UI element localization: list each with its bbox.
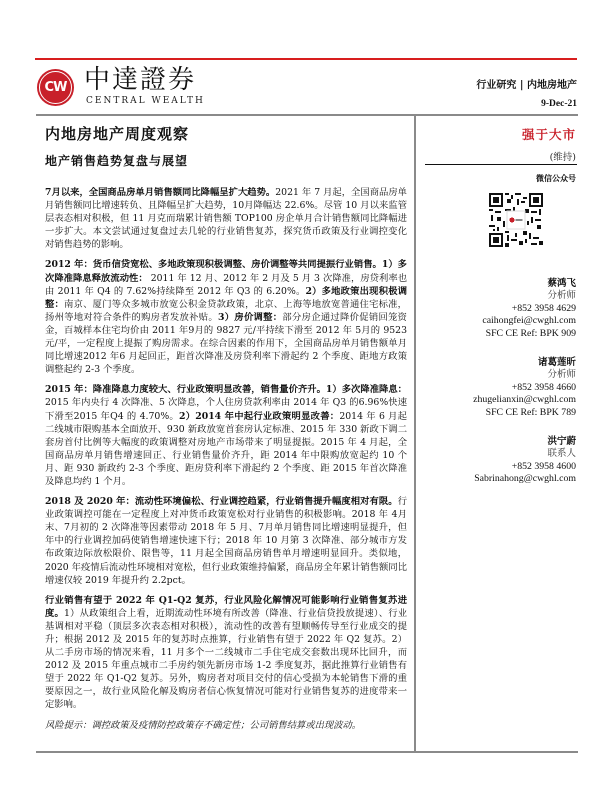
analyst-name: 洪宁蔚 (547, 436, 576, 448)
analyst-card (416, 436, 576, 486)
point-heading: 2）2014 年中起行业政策明显改善： (178, 410, 340, 422)
analyst-sfc-ref: SFC CE Ref: BPK 789 (485, 406, 576, 418)
report-category: 行业研究 | 内地房地产 (476, 80, 577, 91)
page-subtitle: 地产销售趋势复盘与展望 (45, 154, 189, 168)
report-date: 9-Dec-21 (541, 99, 577, 109)
analyst-name: 蔡鸿飞 (547, 278, 576, 289)
paragraph-2012 (45, 258, 407, 376)
analyst-card (416, 278, 576, 340)
paragraph-lead: 行业销售有望于 2022 年 Q1-Q2 复苏，行业风险化解情况可能影响行业销售复苏进度。 (45, 594, 407, 619)
report-body (45, 186, 407, 739)
point-heading: 2）多地政策出现积极调整： (45, 285, 407, 310)
paragraph-text: 1）从政策组合上看，近期流动性环境有所改善（降准、行业信贷投放提速）、行业基调相对平稳（顶层多次表态相对积极），流动性的改善有望顺畅传导至行业成交的提升；根据 2012 及 2015 年的复苏时点推算，行业销售有望于 2022 年 Q2 复苏。2）从二手房市场的情况来看，11 月多个一二线城市二手住宅成交套数出现环比回升，而 2012 及 2015 年重点城市二手房约领先新房市场 1-2 季度复苏，据此推算行业销售有望于 2022 年 Q1-Q2 复苏。另外，购房者对项目交付的信心受损为本轮销售下滑的重要原因之一，故行业风险化解及购房者信心恢复情况可能对行业销售复苏的进度带来一定影响。 (45, 607, 407, 711)
analyst-card (416, 357, 576, 419)
analyst-phone: +852 3958 4660 (511, 381, 576, 393)
logo-chinese-name: 中達證券 (84, 65, 197, 95)
paragraph-lead: 7月以来，全国商品房单月销售额同比降幅呈扩大趋势。 (45, 187, 276, 198)
analyst-email[interactable]: Sabrinahong@cwghl.com (474, 473, 576, 485)
analyst-role: 联系人 (547, 448, 576, 460)
point-heading: 3）房价调整： (217, 311, 283, 323)
analyst-role: 分析师 (547, 369, 576, 381)
paragraph-lead: 2018 及 2020 年：流动性环境偏松、行业调控趋紧，行业销售提升幅度相对有限。 (45, 496, 398, 508)
analyst-email[interactable]: zhugelianxin@cwghl.com (473, 394, 576, 406)
header-gray-rule (36, 114, 578, 116)
rating-label: 强于大市 (521, 127, 576, 142)
page-title: 内地房地产周度观察 (45, 125, 190, 143)
logo-english-name: CENTRAL WEALTH (86, 96, 205, 106)
risk-warning: 风险提示：调控政策及疫情防控政策存不确定性；公司销售结算或出现波动。 (45, 719, 362, 731)
paragraph-lead: 2012 年：货币信贷宽松、多地政策现积极调整、房价调整等共同提振行业销售。 (45, 259, 382, 271)
paragraph-text: 2021 年 7 月起，全国商品房单月销售额同比增速转负、且降幅呈扩大趋势，10月降幅达 22.6%。尽管 10 月以来监管层表态相对积极，但 11 月克而瑞累计销售额 TOP100 房企单月合计销售额同比降幅进一步扩大。本文尝试通过复盘过去几轮的行业销售复苏，探究货币政策及行业调控变化对销售趋势的影响。 (45, 187, 407, 251)
paragraph-lead: 2015 年：降准降息力度较大、行业政策明显改善，销售量价齐升。 (45, 384, 326, 396)
analyst-email[interactable]: caihongfei@cwghl.com (482, 315, 576, 327)
paragraph-2018-2020 (45, 495, 407, 587)
analyst-name: 诸葛莲昕 (537, 357, 576, 369)
point-text: 2015 年内央行 4 次降准、5 次降息，个人住房贷款利率由 2014 年 Q3 的6.96%快速下滑至2015 年Q4 的 4.70%。 (45, 397, 407, 422)
footer-gray-rule (36, 751, 578, 753)
point-text: 2014 年 6 月起二线城市限购基本全面放开、930 新政放宽首套房认定标准、2015 年 330 新政下调二套房首付比例等大幅度的政策调整对房地产市场带来了明显提振。2015 年 4 月起，全国商品房单月销售增速回正、行业销售量价齐升，距 2014 年中限购放宽起约 10 个月、距 930 新政约 2-3 个季度、距房贷利率下滑起约 2 个季度、距 2015 年首次降准及降息均约 1 个月。 (45, 410, 407, 487)
point-heading: 1）多次降准降息： (325, 384, 407, 396)
paragraph-text: 行业政策调控可能在一定程度上对冲货币政策宽松对行业销售的积极影响。2018 年 4月末、7月初的 2 次降准等因素带动 2018 年 5 月、7月单月销售同比增速明显提升，但年中的行业调控加码使销售增速快速下行；2018 年 10 月第 3 次降准、部分城市方发布政策边际放松限价、限售等，11 月起全国商品房销售单月增速明显回升。类似地，2020 年疫情后流动性环境相对宽松，但行业政策维持偏紧，商品房全年累计销售额同比增速仅较 2019 年提升约 2.2pct。 (45, 496, 407, 586)
wechat-label: 微信公众号 (536, 173, 576, 183)
analyst-role: 分析师 (547, 290, 576, 302)
header-red-rule (35, 58, 577, 60)
analyst-list (416, 278, 576, 503)
logo-icon (37, 69, 74, 106)
paragraph-outlook (45, 594, 407, 712)
analyst-phone: +852 3958 4600 (511, 460, 576, 472)
analyst-phone: +852 3958 4629 (511, 302, 576, 314)
logo-mark: CW (39, 71, 72, 104)
analyst-sfc-ref: SFC CE Ref: BPK 909 (485, 327, 576, 339)
wechat-qr-code-icon[interactable] (489, 193, 543, 247)
rating-note: (维持) (549, 152, 576, 163)
point-text: 部分房企通过降价促销回笼资金，百城样本住宅均价由 2011 年9月的 9827 元/平持续下滑至 2012 年 5月的 9523 元/平，一定程度上提振了购房需求。在综合因素的作用下，全国商品房单月销售额单月同比增速2012 年6 月起回正，距首次降准及房贷利率下滑起约 2 个季度、距地方政策调整起约 2-3 个季度。 (45, 311, 407, 376)
paragraph-summary (45, 186, 407, 251)
paragraph-2015 (45, 383, 407, 488)
point-text: 南京、厦门等众多城市放宽公积金贷款政策，北京、上海等地放宽普通住宅标准，扬州等地对符合条件的购房者发放补贴。 (45, 298, 407, 323)
point-text: 2011 年 12 月、2012 年 2 月及 5 月 3 次降准，房贷利率也由 2011 年 Q4 的 7.62%持续降至 2012 年 Q3 的 6.20%。 (45, 272, 407, 297)
rating-rule (425, 164, 577, 165)
point-heading: 1）多次降准降息释放流动性： (45, 259, 407, 284)
